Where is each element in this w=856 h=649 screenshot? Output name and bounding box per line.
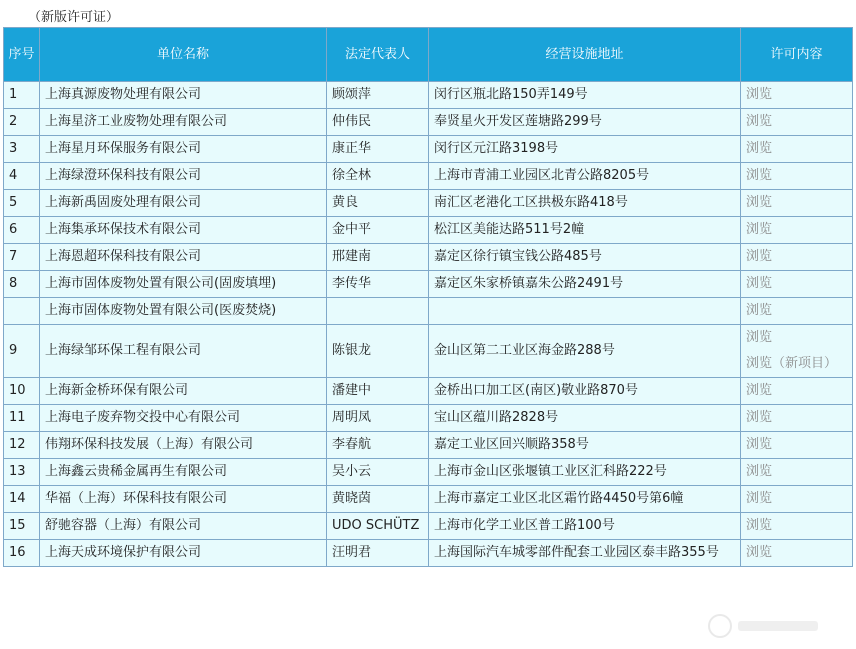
cell-name: 上海真源废物处理有限公司 — [40, 82, 327, 109]
view-link[interactable]: 浏览 — [746, 87, 773, 102]
permit-table — [3, 27, 853, 567]
cell-content — [741, 190, 853, 217]
table-row — [4, 217, 853, 244]
view-link[interactable]: 浏览（新项目） — [746, 356, 838, 371]
cell-rep: 周明凤 — [327, 405, 429, 432]
cell-content — [741, 432, 853, 459]
cell-address: 上海市青浦工业园区北青公路8205号 — [429, 163, 741, 190]
view-link[interactable]: 浏览 — [746, 518, 773, 533]
cell-rep: 金中平 — [327, 217, 429, 244]
cell-num: 14 — [4, 486, 40, 513]
table-row — [4, 378, 853, 405]
table-row — [4, 459, 853, 486]
cell-name: 上海绿澄环保科技有限公司 — [40, 163, 327, 190]
cell-name: 上海绿邹环保工程有限公司 — [40, 325, 327, 378]
cell-num: 15 — [4, 513, 40, 540]
cell-rep: 徐全林 — [327, 163, 429, 190]
view-link[interactable]: 浏览 — [746, 303, 773, 318]
table-row — [4, 136, 853, 163]
cell-rep — [327, 298, 429, 325]
view-link[interactable]: 浏览 — [746, 195, 773, 210]
watermark-icon — [706, 611, 826, 641]
cell-rep: 李春航 — [327, 432, 429, 459]
cell-num: 16 — [4, 540, 40, 567]
cell-name: 上海星月环保服务有限公司 — [40, 136, 327, 163]
cell-num: 2 — [4, 109, 40, 136]
view-link[interactable]: 浏览 — [746, 168, 773, 183]
cell-address: 上海市金山区张堰镇工业区汇科路222号 — [429, 459, 741, 486]
cell-content — [741, 513, 853, 540]
view-link[interactable]: 浏览 — [746, 491, 773, 506]
cell-content — [741, 109, 853, 136]
cell-content — [741, 540, 853, 567]
table-row — [4, 513, 853, 540]
cell-content — [741, 163, 853, 190]
table-row — [4, 244, 853, 271]
cell-name: 上海天成环境保护有限公司 — [40, 540, 327, 567]
cell-address: 上海国际汽车城零部件配套工业园区泰丰路355号 — [429, 540, 741, 567]
header-address: 经营设施地址 — [429, 28, 741, 82]
header-name: 单位名称 — [40, 28, 327, 82]
cell-name: 上海市固体废物处置有限公司(固废填埋) — [40, 271, 327, 298]
cell-name: 上海恩超环保科技有限公司 — [40, 244, 327, 271]
view-link[interactable]: 浏览 — [746, 114, 773, 129]
cell-address: 南汇区老港化工区拱极东路418号 — [429, 190, 741, 217]
header-num: 序号 — [4, 28, 40, 82]
cell-num: 11 — [4, 405, 40, 432]
view-link[interactable]: 浏览 — [746, 545, 773, 560]
cell-rep: 黄良 — [327, 190, 429, 217]
cell-name: 上海鑫云贵稀金属再生有限公司 — [40, 459, 327, 486]
view-link[interactable]: 浏览 — [746, 330, 773, 345]
cell-rep: 潘建中 — [327, 378, 429, 405]
view-link[interactable]: 浏览 — [746, 410, 773, 425]
cell-content — [741, 271, 853, 298]
cell-address: 闵行区元江路3198号 — [429, 136, 741, 163]
cell-rep: 邢建南 — [327, 244, 429, 271]
cell-rep: 吴小云 — [327, 459, 429, 486]
cell-rep: 顾颂萍 — [327, 82, 429, 109]
cell-num: 3 — [4, 136, 40, 163]
cell-num: 5 — [4, 190, 40, 217]
cell-num: 10 — [4, 378, 40, 405]
cell-address: 嘉定区徐行镇宝钱公路485号 — [429, 244, 741, 271]
cell-rep: 陈银龙 — [327, 325, 429, 378]
cell-name: 上海星济工业废物处理有限公司 — [40, 109, 327, 136]
cell-num: 9 — [4, 325, 40, 378]
cell-name: 上海市固体废物处置有限公司(医废焚烧) — [40, 298, 327, 325]
table-row — [4, 405, 853, 432]
table-row — [4, 271, 853, 298]
table-row — [4, 486, 853, 513]
table-header — [4, 28, 853, 82]
cell-address: 嘉定工业区回兴顺路358号 — [429, 432, 741, 459]
cell-content — [741, 82, 853, 109]
view-link[interactable]: 浏览 — [746, 276, 773, 291]
cell-name: 上海新禹固废处理有限公司 — [40, 190, 327, 217]
cell-content — [741, 325, 853, 378]
table-row — [4, 82, 853, 109]
cell-address: 上海市嘉定工业区北区霜竹路4450号第6幢 — [429, 486, 741, 513]
table-row — [4, 163, 853, 190]
table-row — [4, 432, 853, 459]
view-link[interactable]: 浏览 — [746, 437, 773, 452]
cell-num: 8 — [4, 271, 40, 298]
cell-name: 上海新金桥环保有限公司 — [40, 378, 327, 405]
cell-name: 华福（上海）环保科技有限公司 — [40, 486, 327, 513]
table-caption: （新版许可证） — [28, 10, 120, 25]
table-body — [4, 82, 853, 567]
view-link[interactable]: 浏览 — [746, 222, 773, 237]
cell-rep: 汪明君 — [327, 540, 429, 567]
cell-rep: 仲伟民 — [327, 109, 429, 136]
cell-num: 6 — [4, 217, 40, 244]
cell-num: 12 — [4, 432, 40, 459]
cell-num — [4, 298, 40, 325]
table-row — [4, 109, 853, 136]
cell-rep: UDO SCHÜTZ — [327, 513, 429, 540]
cell-content — [741, 217, 853, 244]
table-row — [4, 540, 853, 567]
table-row — [4, 298, 853, 325]
cell-content — [741, 486, 853, 513]
view-link[interactable]: 浏览 — [746, 383, 773, 398]
cell-name: 上海电子废弃物交投中心有限公司 — [40, 405, 327, 432]
cell-rep: 李传华 — [327, 271, 429, 298]
view-link[interactable]: 浏览 — [746, 141, 773, 156]
cell-address: 嘉定区朱家桥镇嘉朱公路2491号 — [429, 271, 741, 298]
cell-rep: 黄晓茵 — [327, 486, 429, 513]
view-link[interactable]: 浏览 — [746, 464, 773, 479]
cell-num: 4 — [4, 163, 40, 190]
cell-num: 13 — [4, 459, 40, 486]
view-link[interactable]: 浏览 — [746, 249, 773, 264]
cell-address: 奉贤星火开发区莲塘路299号 — [429, 109, 741, 136]
cell-address: 上海市化学工业区普工路100号 — [429, 513, 741, 540]
cell-num: 1 — [4, 82, 40, 109]
cell-content — [741, 244, 853, 271]
table-row — [4, 190, 853, 217]
cell-content — [741, 136, 853, 163]
cell-address: 金桥出口加工区(南区)敬业路870号 — [429, 378, 741, 405]
cell-content — [741, 459, 853, 486]
cell-content — [741, 405, 853, 432]
cell-content — [741, 378, 853, 405]
cell-address — [429, 298, 741, 325]
cell-address: 闵行区瓶北路150弄149号 — [429, 82, 741, 109]
cell-name: 伟翔环保科技发展（上海）有限公司 — [40, 432, 327, 459]
header-content: 许可内容 — [741, 28, 853, 82]
cell-address: 金山区第二工业区海金路288号 — [429, 325, 741, 378]
header-rep: 法定代表人 — [327, 28, 429, 82]
cell-content — [741, 298, 853, 325]
cell-address: 松江区美能达路511号2幢 — [429, 217, 741, 244]
cell-address: 宝山区蕴川路2828号 — [429, 405, 741, 432]
cell-rep: 康正华 — [327, 136, 429, 163]
table-row — [4, 325, 853, 378]
cell-name: 舒驰容器（上海）有限公司 — [40, 513, 327, 540]
cell-num: 7 — [4, 244, 40, 271]
cell-name: 上海集承环保技术有限公司 — [40, 217, 327, 244]
